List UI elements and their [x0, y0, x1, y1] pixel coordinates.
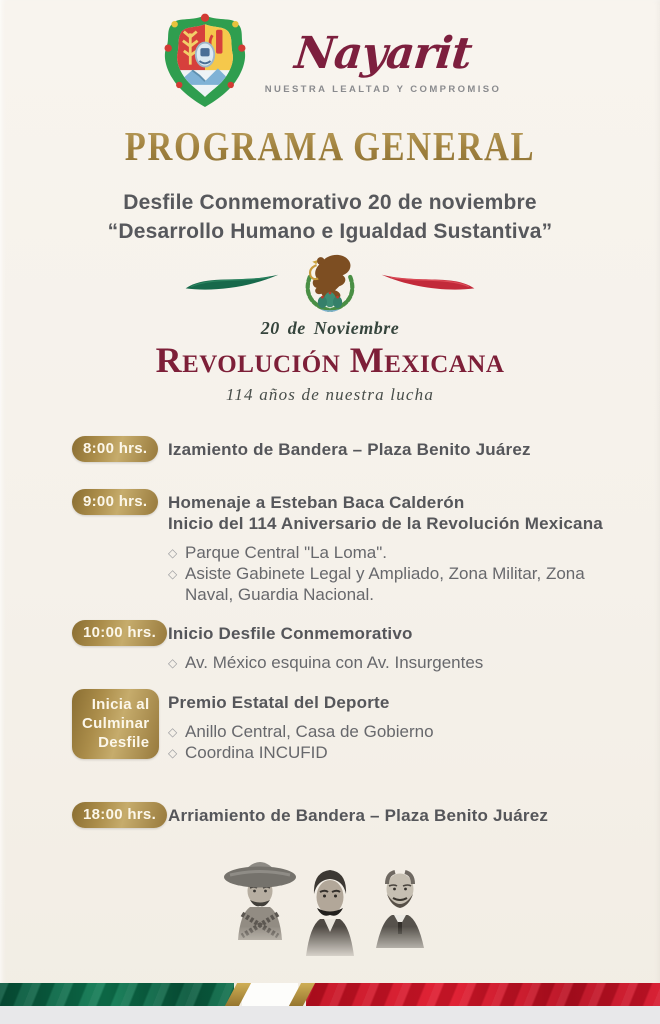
time-column [72, 689, 168, 759]
time-column [72, 436, 168, 462]
schedule-item-title: Inicio del 114 Aniversario de la Revolución Mexicana [168, 514, 603, 533]
item-titles [168, 492, 626, 534]
schedule-item [72, 689, 626, 763]
schedule-item [72, 489, 626, 605]
schedule-bullet: ◇ Coordina INCUFID [168, 742, 626, 763]
item-text-column [168, 489, 626, 605]
time-badge-line: Inicia al [91, 696, 150, 713]
time-badge-line: Culminar [82, 715, 150, 732]
time-badge-line: 18:00 hrs. [83, 806, 157, 823]
schedule-bullet: ◇ Parque Central "La Loma". [168, 542, 626, 563]
madero-portrait [376, 872, 424, 948]
schedule-bullet: ◇ Av. México esquina con Av. Insurgentes [168, 652, 626, 673]
time-badge-line: 9:00 hrs. [83, 493, 148, 510]
time-badge [72, 436, 158, 462]
item-titles [168, 692, 626, 713]
flag-stripe [0, 983, 660, 1006]
villa-portrait [224, 862, 296, 940]
time-badge-line: 10:00 hrs. [83, 624, 157, 641]
schedule-item-title: Inicio Desfile Conmemorativo [168, 624, 413, 643]
time-column [72, 802, 168, 828]
state-logo [0, 12, 660, 115]
event-title: Revolución Mexicana [155, 340, 505, 380]
time-badge-line: Desfile [98, 734, 150, 751]
schedule-item-title: Homenaje a Esteban Baca Calderón [168, 493, 465, 512]
schedule-item-title: Premio Estatal del Deporte [168, 693, 390, 712]
item-text-column [168, 620, 626, 673]
mexican-eagle-emblem-icon [296, 250, 364, 319]
item-bullets [168, 721, 626, 763]
item-bullets [168, 652, 626, 673]
time-column [72, 620, 168, 646]
flag-stripe-red [306, 983, 660, 1006]
time-badge [72, 802, 167, 828]
schedule-item-title: Izamiento de Bandera – Plaza Benito Juárez [168, 440, 531, 459]
schedule-item [72, 436, 626, 462]
item-text-column [168, 689, 626, 763]
time-badge [72, 620, 167, 646]
item-titles [168, 439, 626, 460]
schedule-item-title: Arriamiento de Bandera – Plaza Benito Juárez [168, 806, 549, 825]
time-column [72, 489, 168, 515]
item-titles [168, 805, 626, 826]
schedule-list [72, 436, 626, 828]
event-heading [0, 318, 660, 405]
schedule-bullet: ◇ Asiste Gabinete Legal y Ampliado, Zona Militar, Zona Naval, Guardia Nacional. [168, 563, 626, 605]
page-title: PROGRAMA GENERAL [53, 122, 607, 170]
item-titles [168, 623, 626, 644]
brand-name: Nayarit [292, 28, 474, 79]
time-badge-line: 8:00 hrs. [83, 440, 148, 457]
flag-stripe-green [0, 983, 234, 1006]
event-date: 20 de Noviembre [260, 318, 400, 338]
red-flourish-icon [378, 270, 478, 299]
emblem-row [0, 250, 660, 319]
page-bottom-margin [0, 1006, 660, 1024]
brand-tagline: NUESTRA LEALTAD Y COMPROMISO [264, 84, 502, 95]
subtitle-line-1: Desfile Conmemorativo 20 de noviembre [123, 191, 537, 214]
nayarit-coat-of-arms-icon [159, 12, 251, 115]
item-bullets [168, 542, 626, 605]
revolution-heroes-portraits-icon [190, 844, 470, 967]
time-badge [72, 689, 159, 759]
item-text-column [168, 436, 626, 460]
green-flourish-icon [182, 270, 282, 299]
time-badge [72, 489, 158, 515]
subtitle-line-2: “Desarrollo Humano e Igualdad Sustantiva” [107, 220, 553, 243]
schedule-bullet: ◇ Anillo Central, Casa de Gobierno [168, 721, 626, 742]
zapata-portrait [306, 870, 354, 956]
event-subtitle [0, 188, 660, 246]
event-tagline: 114 años de nuestra lucha [225, 384, 435, 404]
item-text-column [168, 802, 626, 826]
schedule-item [72, 620, 626, 673]
schedule-item [72, 802, 626, 828]
